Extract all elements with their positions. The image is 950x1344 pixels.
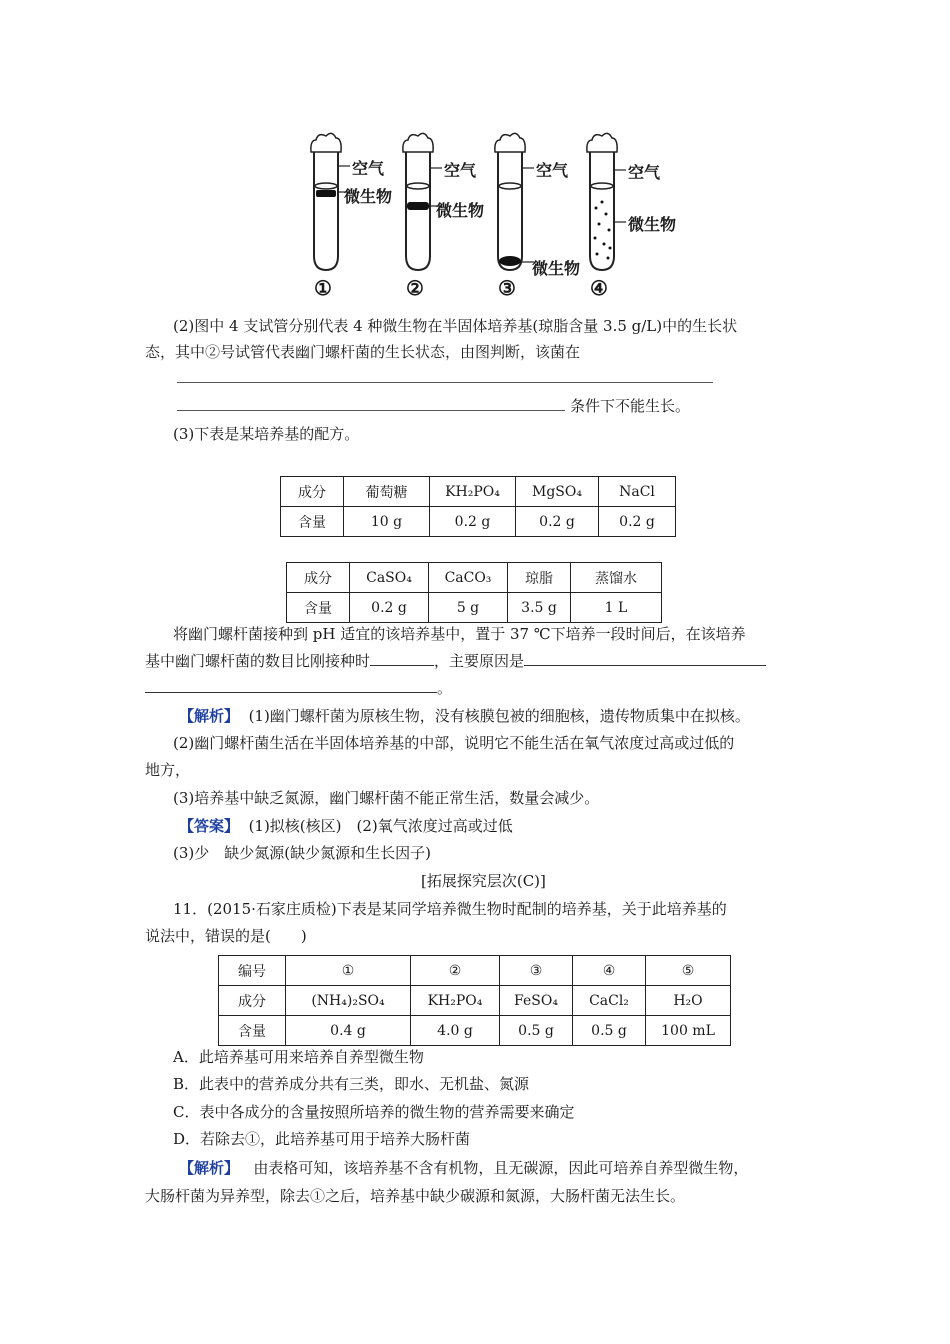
q11-option-b: B．此表中的营养成分共有三类，即水、无机盐、氮源 bbox=[173, 1075, 530, 1093]
table-cell: 0.5 g bbox=[573, 1016, 646, 1046]
tube4-number: ④ bbox=[590, 276, 608, 300]
formula-table-2 bbox=[286, 562, 662, 623]
q11-table bbox=[218, 955, 731, 1046]
analysis-tag: 【解析】 bbox=[179, 1159, 240, 1177]
tube4-air-label: 空气 bbox=[628, 163, 661, 182]
tube1-microbe-label: 微生物 bbox=[344, 187, 393, 206]
table-cell: 5 g bbox=[429, 593, 508, 623]
table-cell: 成分 bbox=[287, 563, 350, 593]
table-cell: 100 mL bbox=[646, 1016, 731, 1046]
table-cell: 编号 bbox=[219, 956, 286, 986]
table-cell: KH₂PO₄ bbox=[411, 986, 500, 1016]
q2-line1: (2)图中 4 支试管分别代表 4 种微生物在半固体培养基(琼脂含量 3.5 g/L)中的生长状 bbox=[173, 317, 738, 335]
table-row bbox=[219, 986, 731, 1016]
table-cell: 含量 bbox=[281, 507, 344, 537]
answer-blank bbox=[370, 651, 434, 666]
table-cell: CaSO₄ bbox=[350, 563, 429, 593]
table-cell: ⑤ bbox=[646, 956, 731, 986]
tube3-microbe-label: 微生物 bbox=[532, 259, 581, 278]
tube2-air-label: 空气 bbox=[444, 161, 477, 180]
analysis1-line1 bbox=[179, 706, 750, 726]
q3-para2-b: ，主要原因是 bbox=[434, 652, 525, 670]
q11-option-c: C．表中各成分的含量按照所培养的微生物的营养需要来确定 bbox=[173, 1103, 575, 1121]
table-cell: (NH₄)₂SO₄ bbox=[286, 986, 411, 1016]
table-cell: ① bbox=[286, 956, 411, 986]
tube2-number: ② bbox=[406, 276, 424, 300]
q3-para2 bbox=[145, 651, 766, 671]
table-cell: CaCl₂ bbox=[573, 986, 646, 1016]
table-cell: 0.4 g bbox=[286, 1016, 411, 1046]
table-cell: 0.2 g bbox=[516, 507, 599, 537]
q3-para2-a: 基中幽门螺杆菌的数目比刚接种时 bbox=[145, 652, 371, 670]
q11-option-a: A．此培养基可用来培养自养型微生物 bbox=[173, 1048, 424, 1066]
table-cell: 0.5 g bbox=[500, 1016, 573, 1046]
table-cell: 成分 bbox=[281, 477, 344, 507]
table-cell: 0.2 g bbox=[430, 507, 516, 537]
answer1-line2: (3)少 缺少氮源(缺少氮源和生长因子) bbox=[173, 844, 431, 862]
table-row bbox=[219, 956, 731, 986]
table-cell: ③ bbox=[500, 956, 573, 986]
analysis-tag: 【解析】 bbox=[179, 707, 240, 725]
q11-option-d: D．若除去①，此培养基可用于培养大肠杆菌 bbox=[173, 1130, 471, 1148]
tube2-microbe-label: 微生物 bbox=[436, 201, 485, 220]
q3-para3 bbox=[145, 678, 452, 698]
table-cell: 琼脂 bbox=[508, 563, 571, 593]
q3-intro: (3)下表是某培养基的配方。 bbox=[173, 425, 360, 443]
table-cell: NaCl bbox=[599, 477, 676, 507]
table-row bbox=[219, 1016, 731, 1046]
answer1-line1 bbox=[179, 816, 513, 836]
q3-para1: 将幽门螺杆菌接种到 pH 适宜的该培养基中，置于 37 ℃下培养一段时间后，在该培养 bbox=[173, 625, 746, 643]
table-cell: 葡萄糖 bbox=[344, 477, 430, 507]
table-cell: 0.2 g bbox=[350, 593, 429, 623]
answer-blank bbox=[524, 651, 766, 666]
table-cell: 1 L bbox=[571, 593, 662, 623]
table-cell: 10 g bbox=[344, 507, 430, 537]
formula-table-1 bbox=[280, 476, 676, 537]
table-cell: FeSO₄ bbox=[500, 986, 573, 1016]
tube1-number: ① bbox=[314, 276, 332, 300]
table-cell: MgSO₄ bbox=[516, 477, 599, 507]
analysis2-line2: 大肠杆菌为异养型，除去①之后，培养基中缺少碳源和氮源，大肠杆菌无法生长。 bbox=[145, 1187, 686, 1205]
table-cell: 0.2 g bbox=[599, 507, 676, 537]
tube1-air-label: 空气 bbox=[352, 159, 385, 178]
q2-line2: 态，其中②号试管代表幽门螺杆菌的生长状态，由图判断，该菌在 bbox=[145, 343, 581, 361]
table-row bbox=[281, 477, 676, 507]
section-heading: [拓展探究层次(C)] bbox=[421, 872, 546, 890]
table-cell: CaCO₃ bbox=[429, 563, 508, 593]
table-cell: ② bbox=[411, 956, 500, 986]
answer-blank-line bbox=[177, 410, 565, 411]
table-cell: 含量 bbox=[219, 1016, 286, 1046]
tube4-microbe-label: 微生物 bbox=[628, 215, 677, 234]
analysis2-line1 bbox=[179, 1158, 748, 1178]
test-tube-figure bbox=[300, 128, 700, 300]
tube3-number: ③ bbox=[498, 276, 516, 300]
table-cell: KH₂PO₄ bbox=[430, 477, 516, 507]
answer-blank-line bbox=[177, 382, 713, 383]
answer-blank bbox=[145, 678, 437, 693]
analysis1-text1: (1)幽门螺杆菌为原核生物，没有核膜包被的细胞核，遗传物质集中在拟核。 bbox=[248, 707, 750, 725]
analysis1-line3: 地方， bbox=[145, 761, 191, 779]
table-cell: 3.5 g bbox=[508, 593, 571, 623]
table-row bbox=[281, 507, 676, 537]
table-row bbox=[287, 593, 662, 623]
table-cell: H₂O bbox=[646, 986, 731, 1016]
q3-para3-end: 。 bbox=[437, 679, 453, 697]
tube3-air-label: 空气 bbox=[536, 161, 569, 180]
table-cell: 4.0 g bbox=[411, 1016, 500, 1046]
analysis2-text1: 由表格可知，该培养基不含有机物，且无碳源，因此可培养自养型微生物， bbox=[253, 1159, 749, 1177]
analysis1-line4: (3)培养基中缺乏氮源，幽门螺杆菌不能正常生活，数量会减少。 bbox=[173, 789, 600, 807]
table-cell: ④ bbox=[573, 956, 646, 986]
analysis1-line2: (2)幽门螺杆菌生活在半固体培养基的中部，说明它不能生活在氧气浓度过高或过低的 bbox=[173, 734, 735, 752]
answer-tag: 【答案】 bbox=[179, 817, 240, 835]
answer1-text1: (1)拟核(核区) (2)氧气浓度过高或过低 bbox=[248, 817, 513, 835]
q11-line2: 说法中，错误的是( ) bbox=[145, 927, 307, 945]
table-row bbox=[287, 563, 662, 593]
table-cell: 成分 bbox=[219, 986, 286, 1016]
q2-line4-suffix: 条件下不能生长。 bbox=[570, 397, 691, 415]
table-cell: 含量 bbox=[287, 593, 350, 623]
table-cell: 蒸馏水 bbox=[571, 563, 662, 593]
q11-line1: 11．(2015·石家庄质检)下表是某同学培养微生物时配制的培养基，关于此培养基的 bbox=[173, 900, 727, 918]
